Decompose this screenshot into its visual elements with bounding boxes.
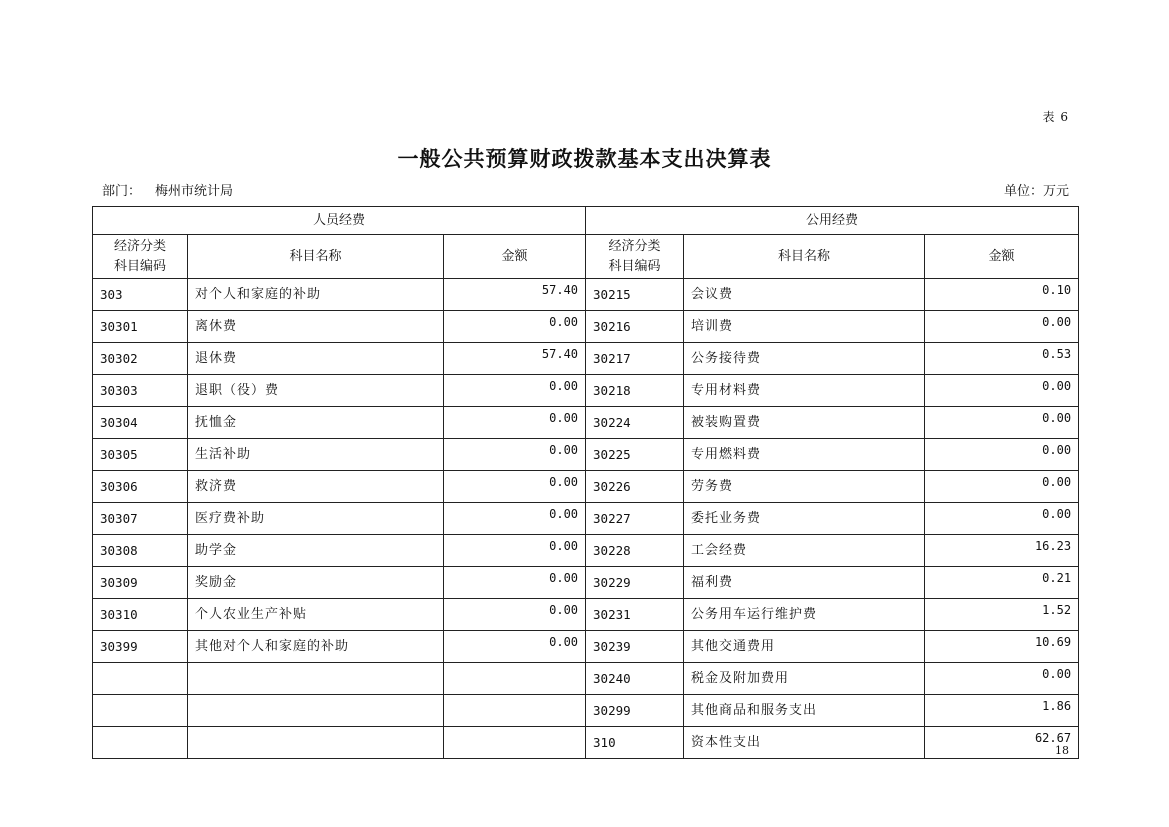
table-row (93, 599, 1079, 631)
table-row (93, 375, 1079, 407)
table-row (93, 727, 1079, 759)
cell-code-right: 30217 (586, 343, 684, 375)
cell-name-right: 资本性支出 (684, 727, 925, 759)
cell-code-right: 30215 (586, 279, 684, 311)
cell-name-right: 工会经费 (684, 535, 925, 567)
cell-code-left (93, 727, 188, 759)
cell-amount-right: 0.21 (925, 567, 1079, 599)
cell-name-right: 福利费 (684, 567, 925, 599)
cell-amount-left (444, 695, 586, 727)
cell-name-right: 培训费 (684, 311, 925, 343)
cell-amount-left (444, 727, 586, 759)
table-row (93, 535, 1079, 567)
cell-amount-right: 1.86 (925, 695, 1079, 727)
cell-amount-left: 57.40 (444, 343, 586, 375)
cell-amount-left: 0.00 (444, 631, 586, 663)
cell-name-right: 公务接待费 (684, 343, 925, 375)
cell-amount-right: 10.69 (925, 631, 1079, 663)
header-code-line2: 科目编码 (113, 258, 166, 274)
cell-amount-left: 0.00 (444, 567, 586, 599)
cell-code-left: 30302 (93, 343, 188, 375)
department-label: 部门： (102, 184, 142, 199)
cell-name-left: 助学金 (188, 535, 444, 567)
cell-code-left (93, 663, 188, 695)
table-row (93, 695, 1079, 727)
table-row (93, 279, 1079, 311)
cell-code-left: 30309 (93, 567, 188, 599)
header-amount-left: 金额 (444, 235, 586, 279)
table-row (93, 439, 1079, 471)
expenditure-table (92, 206, 1079, 759)
cell-code-left: 30310 (93, 599, 188, 631)
table-row (93, 503, 1079, 535)
header-name-right: 科目名称 (684, 235, 925, 279)
cell-name-left: 个人农业生产补贴 (188, 599, 444, 631)
cell-amount-left (444, 663, 586, 695)
cell-amount-left: 0.00 (444, 439, 586, 471)
header-code-line1: 经济分类 (608, 238, 661, 254)
cell-amount-left: 0.00 (444, 375, 586, 407)
cell-name-right: 税金及附加费用 (684, 663, 925, 695)
cell-code-right: 30226 (586, 471, 684, 503)
cell-code-right: 30299 (586, 695, 684, 727)
cell-code-left: 30304 (93, 407, 188, 439)
cell-code-left: 303 (93, 279, 188, 311)
cell-amount-right: 0.00 (925, 439, 1079, 471)
cell-amount-right: 0.00 (925, 407, 1079, 439)
cell-amount-left: 0.00 (444, 311, 586, 343)
cell-code-left: 30306 (93, 471, 188, 503)
cell-name-left (188, 695, 444, 727)
table-row (93, 471, 1079, 503)
group-header-row (93, 207, 1079, 235)
table-row (93, 311, 1079, 343)
department-line (102, 180, 233, 199)
cell-name-right: 专用燃料费 (684, 439, 925, 471)
cell-name-left: 其他对个人和家庭的补助 (188, 631, 444, 663)
cell-amount-right: 0.00 (925, 311, 1079, 343)
cell-code-left: 30307 (93, 503, 188, 535)
cell-name-left: 抚恤金 (188, 407, 444, 439)
cell-code-right: 30218 (586, 375, 684, 407)
column-header-row (93, 235, 1079, 279)
cell-name-left: 救济费 (188, 471, 444, 503)
cell-amount-left: 0.00 (444, 471, 586, 503)
cell-amount-right: 0.00 (925, 503, 1079, 535)
cell-code-left (93, 695, 188, 727)
cell-amount-left: 0.00 (444, 503, 586, 535)
table-row (93, 567, 1079, 599)
cell-name-left (188, 727, 444, 759)
unit-label: 单位：万元 (1003, 184, 1069, 199)
cell-amount-right: 0.00 (925, 471, 1079, 503)
page-title: 一般公共预算财政拨款基本支出决算表 (397, 146, 772, 171)
cell-amount-right: 16.23 (925, 535, 1079, 567)
cell-name-left: 生活补助 (188, 439, 444, 471)
cell-name-right: 被装购置费 (684, 407, 925, 439)
cell-code-right: 310 (586, 727, 684, 759)
table-row (93, 663, 1079, 695)
group-personnel: 人员经费 (93, 207, 586, 235)
cell-code-right: 30228 (586, 535, 684, 567)
cell-amount-left: 57.40 (444, 279, 586, 311)
header-code-right (586, 235, 684, 279)
table-row (93, 343, 1079, 375)
group-public: 公用经费 (586, 207, 1079, 235)
cell-code-right: 30229 (586, 567, 684, 599)
cell-name-right: 专用材料费 (684, 375, 925, 407)
cell-amount-left: 0.00 (444, 407, 586, 439)
cell-code-right: 30224 (586, 407, 684, 439)
cell-amount-right: 0.10 (925, 279, 1079, 311)
cell-name-left: 离休费 (188, 311, 444, 343)
cell-name-left (188, 663, 444, 695)
department-name: 梅州市统计局 (155, 184, 234, 199)
cell-name-right: 会议费 (684, 279, 925, 311)
cell-code-right: 30216 (586, 311, 684, 343)
cell-name-right: 劳务费 (684, 471, 925, 503)
header-code-line2: 科目编码 (608, 258, 661, 274)
cell-amount-right: 1.52 (925, 599, 1079, 631)
header-name-left: 科目名称 (188, 235, 444, 279)
cell-code-right: 30231 (586, 599, 684, 631)
cell-code-right: 30227 (586, 503, 684, 535)
cell-code-left: 30303 (93, 375, 188, 407)
cell-name-left: 奖励金 (188, 567, 444, 599)
cell-name-left: 医疗费补助 (188, 503, 444, 535)
cell-amount-left: 0.00 (444, 535, 586, 567)
cell-amount-right: 0.53 (925, 343, 1079, 375)
cell-name-left: 对个人和家庭的补助 (188, 279, 444, 311)
header-amount-right: 金额 (925, 235, 1079, 279)
header-code-left (93, 235, 188, 279)
cell-amount-left: 0.00 (444, 599, 586, 631)
cell-name-right: 其他商品和服务支出 (684, 695, 925, 727)
cell-code-left: 30308 (93, 535, 188, 567)
cell-code-left: 30305 (93, 439, 188, 471)
cell-name-left: 退职（役）费 (188, 375, 444, 407)
table-row (93, 631, 1079, 663)
cell-amount-right: 0.00 (925, 663, 1079, 695)
cell-code-right: 30240 (586, 663, 684, 695)
header-code-line1: 经济分类 (113, 238, 166, 254)
cell-amount-right: 0.00 (925, 375, 1079, 407)
cell-name-left: 退休费 (188, 343, 444, 375)
table-body (93, 207, 1079, 759)
table-row (93, 407, 1079, 439)
table-number: 表 6 (1042, 110, 1069, 124)
page-number: 18 (1055, 744, 1069, 757)
cell-name-right: 其他交通费用 (684, 631, 925, 663)
cell-code-right: 30239 (586, 631, 684, 663)
cell-code-right: 30225 (586, 439, 684, 471)
cell-name-right: 委托业务费 (684, 503, 925, 535)
cell-code-left: 30301 (93, 311, 188, 343)
cell-amount-right: 62.67 (925, 727, 1079, 759)
cell-name-right: 公务用车运行维护费 (684, 599, 925, 631)
cell-code-left: 30399 (93, 631, 188, 663)
